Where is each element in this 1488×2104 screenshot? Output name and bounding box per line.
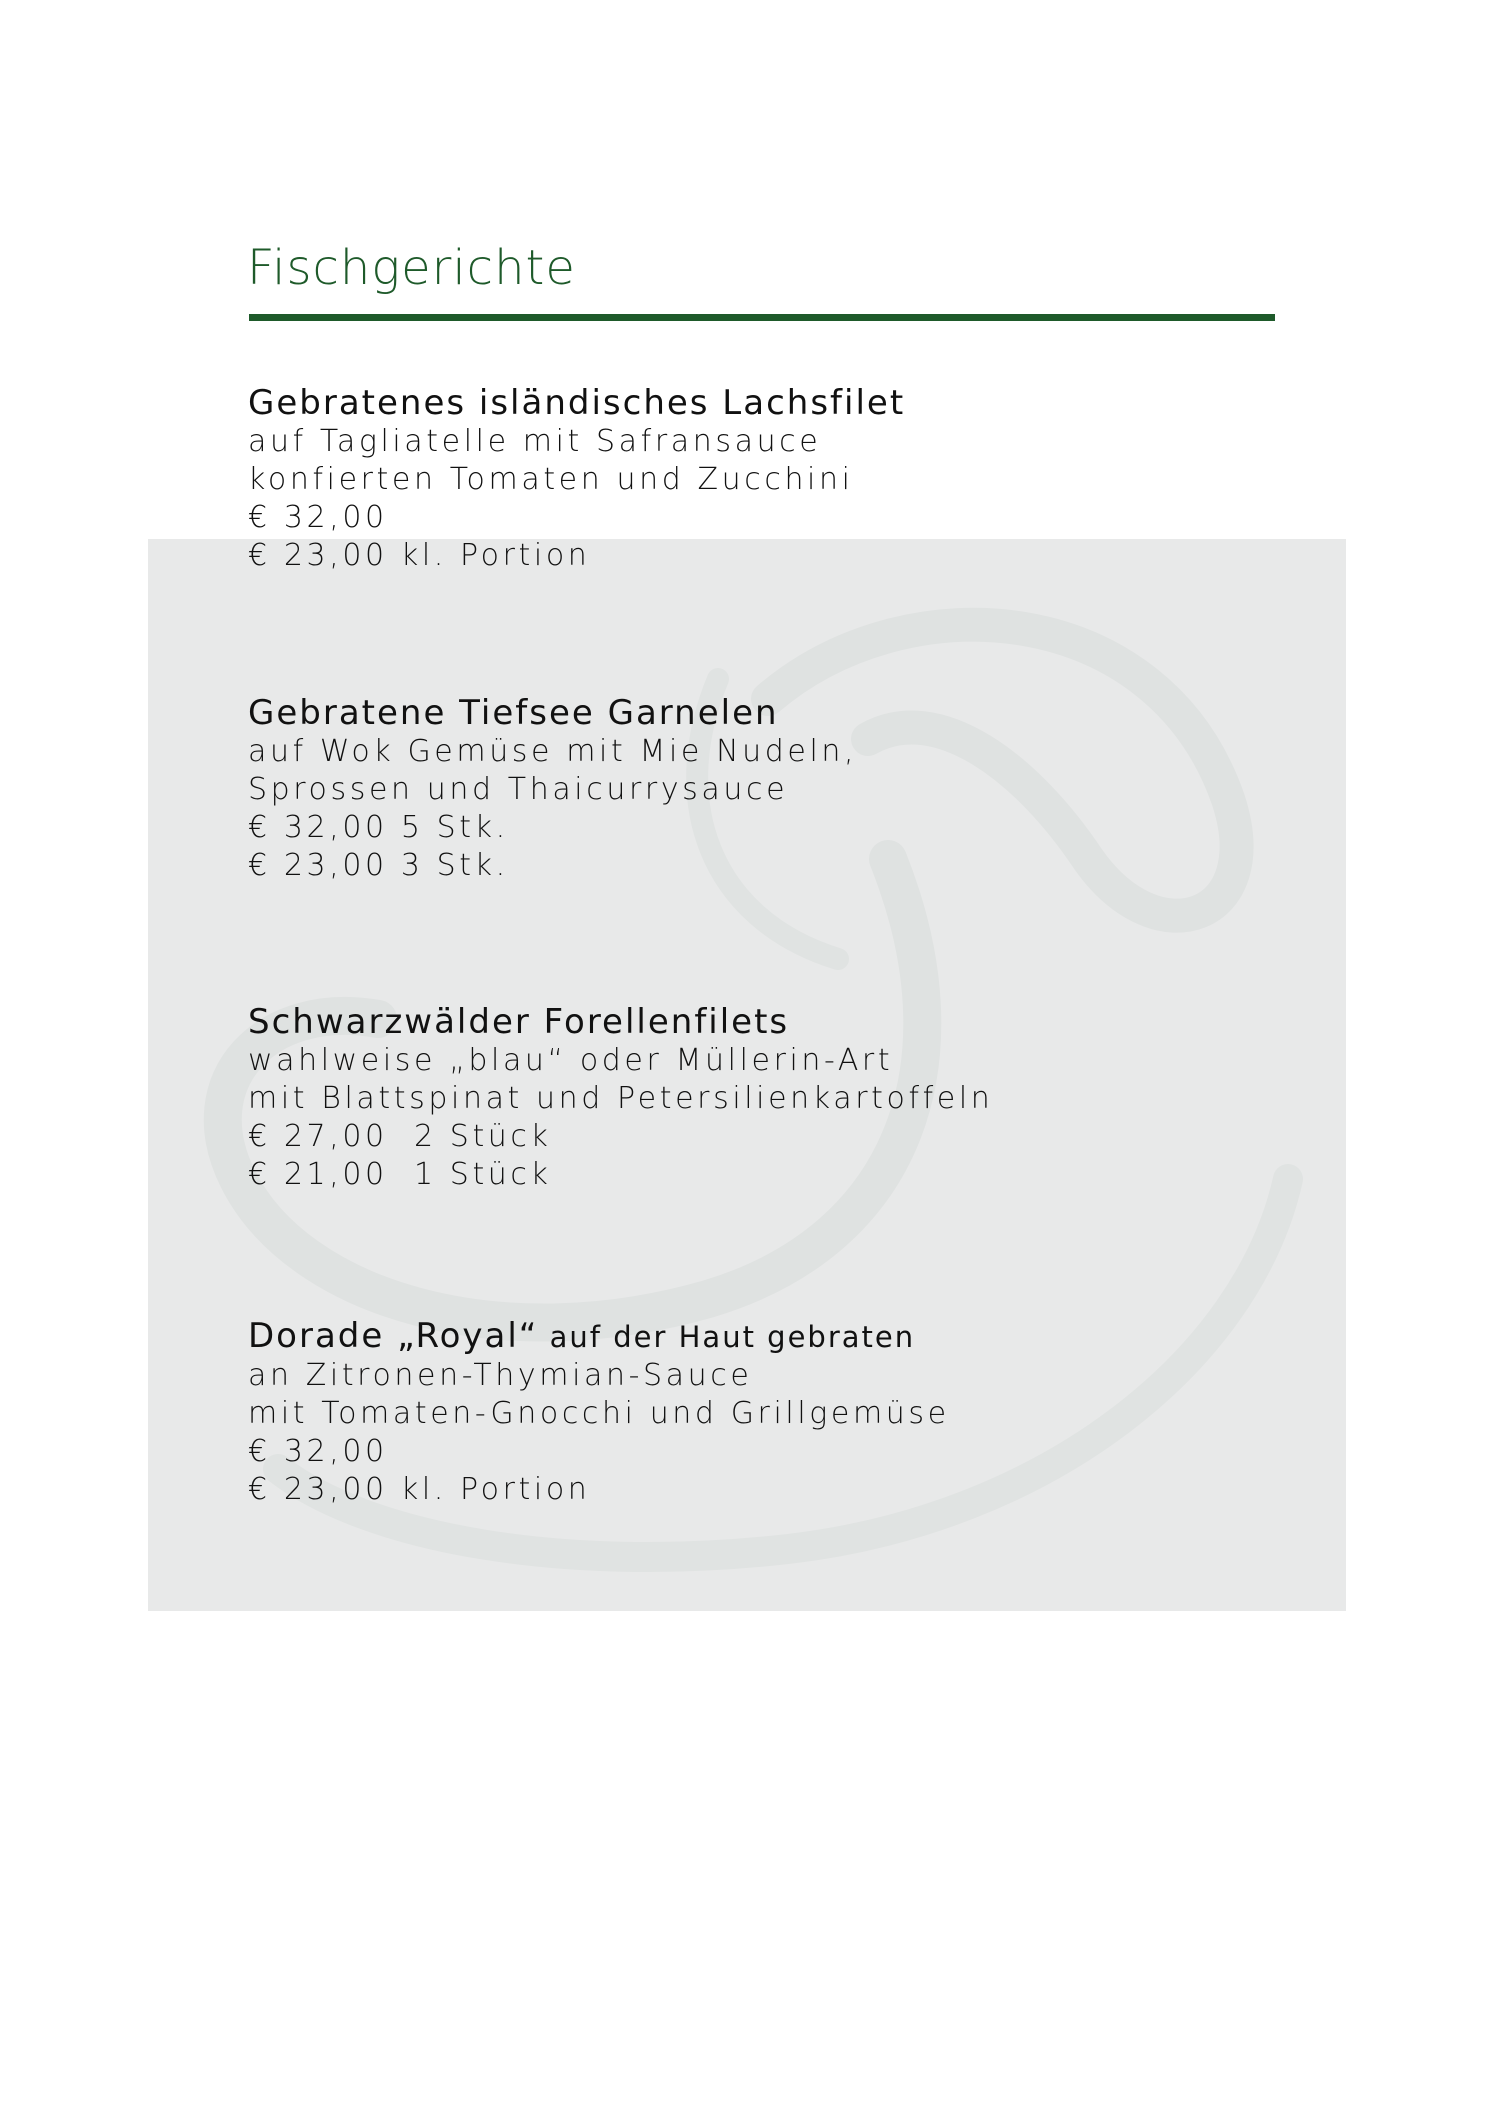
- dish-price: € 32,00 5 Stk.: [248, 810, 509, 845]
- dish-forellenfilets: [248, 1002, 1248, 1194]
- dish-name: Gebratene Tiefsee Garnelen: [248, 693, 779, 733]
- page-title: Fischgerichte: [247, 240, 576, 296]
- dish-garnelen: [248, 693, 1248, 885]
- dish-price: € 23,00 3 Stk.: [248, 848, 509, 883]
- dish-description-line: Sprossen und Thaicurrysauce: [248, 772, 789, 807]
- dish-lachsfilet: [248, 383, 1248, 575]
- dish-price: € 32,00: [248, 1434, 388, 1469]
- dish-description-line: mit Blattspinat und Petersilienkartoffeln: [248, 1081, 994, 1116]
- dish-dorade: [248, 1316, 1248, 1509]
- dish-price: € 27,00 2 Stück: [248, 1119, 552, 1154]
- dish-description-line: mit Tomaten-Gnocchi und Grillgemüse: [248, 1396, 950, 1431]
- dish-name-main: Dorade „Royal“: [248, 1316, 539, 1356]
- dish-price: € 32,00: [248, 500, 388, 535]
- dish-name: Gebratenes isländisches Lachsfilet: [248, 383, 906, 423]
- title-underline: [249, 314, 1275, 321]
- dish-description-line: wahlweise „blau“ oder Müllerin-Art: [248, 1043, 894, 1078]
- dish-description-line: an Zitronen-Thymian-Sauce: [248, 1358, 753, 1393]
- dish-description-line: konfierten Tomaten und Zucchini: [248, 462, 854, 497]
- dish-name-suffix: auf der Haut gebraten: [538, 1320, 916, 1354]
- dish-price: € 21,00 1 Stück: [248, 1157, 552, 1192]
- dish-price: € 23,00 kl. Portion: [248, 1472, 591, 1507]
- dish-price: € 23,00 kl. Portion: [248, 538, 591, 573]
- dish-name: [248, 1316, 1248, 1357]
- dish-name: Schwarzwälder Forellenfilets: [248, 1002, 790, 1042]
- dish-description-line: auf Wok Gemüse mit Mie Nudeln,: [248, 734, 858, 769]
- dish-description-line: auf Tagliatelle mit Safransauce: [248, 424, 822, 459]
